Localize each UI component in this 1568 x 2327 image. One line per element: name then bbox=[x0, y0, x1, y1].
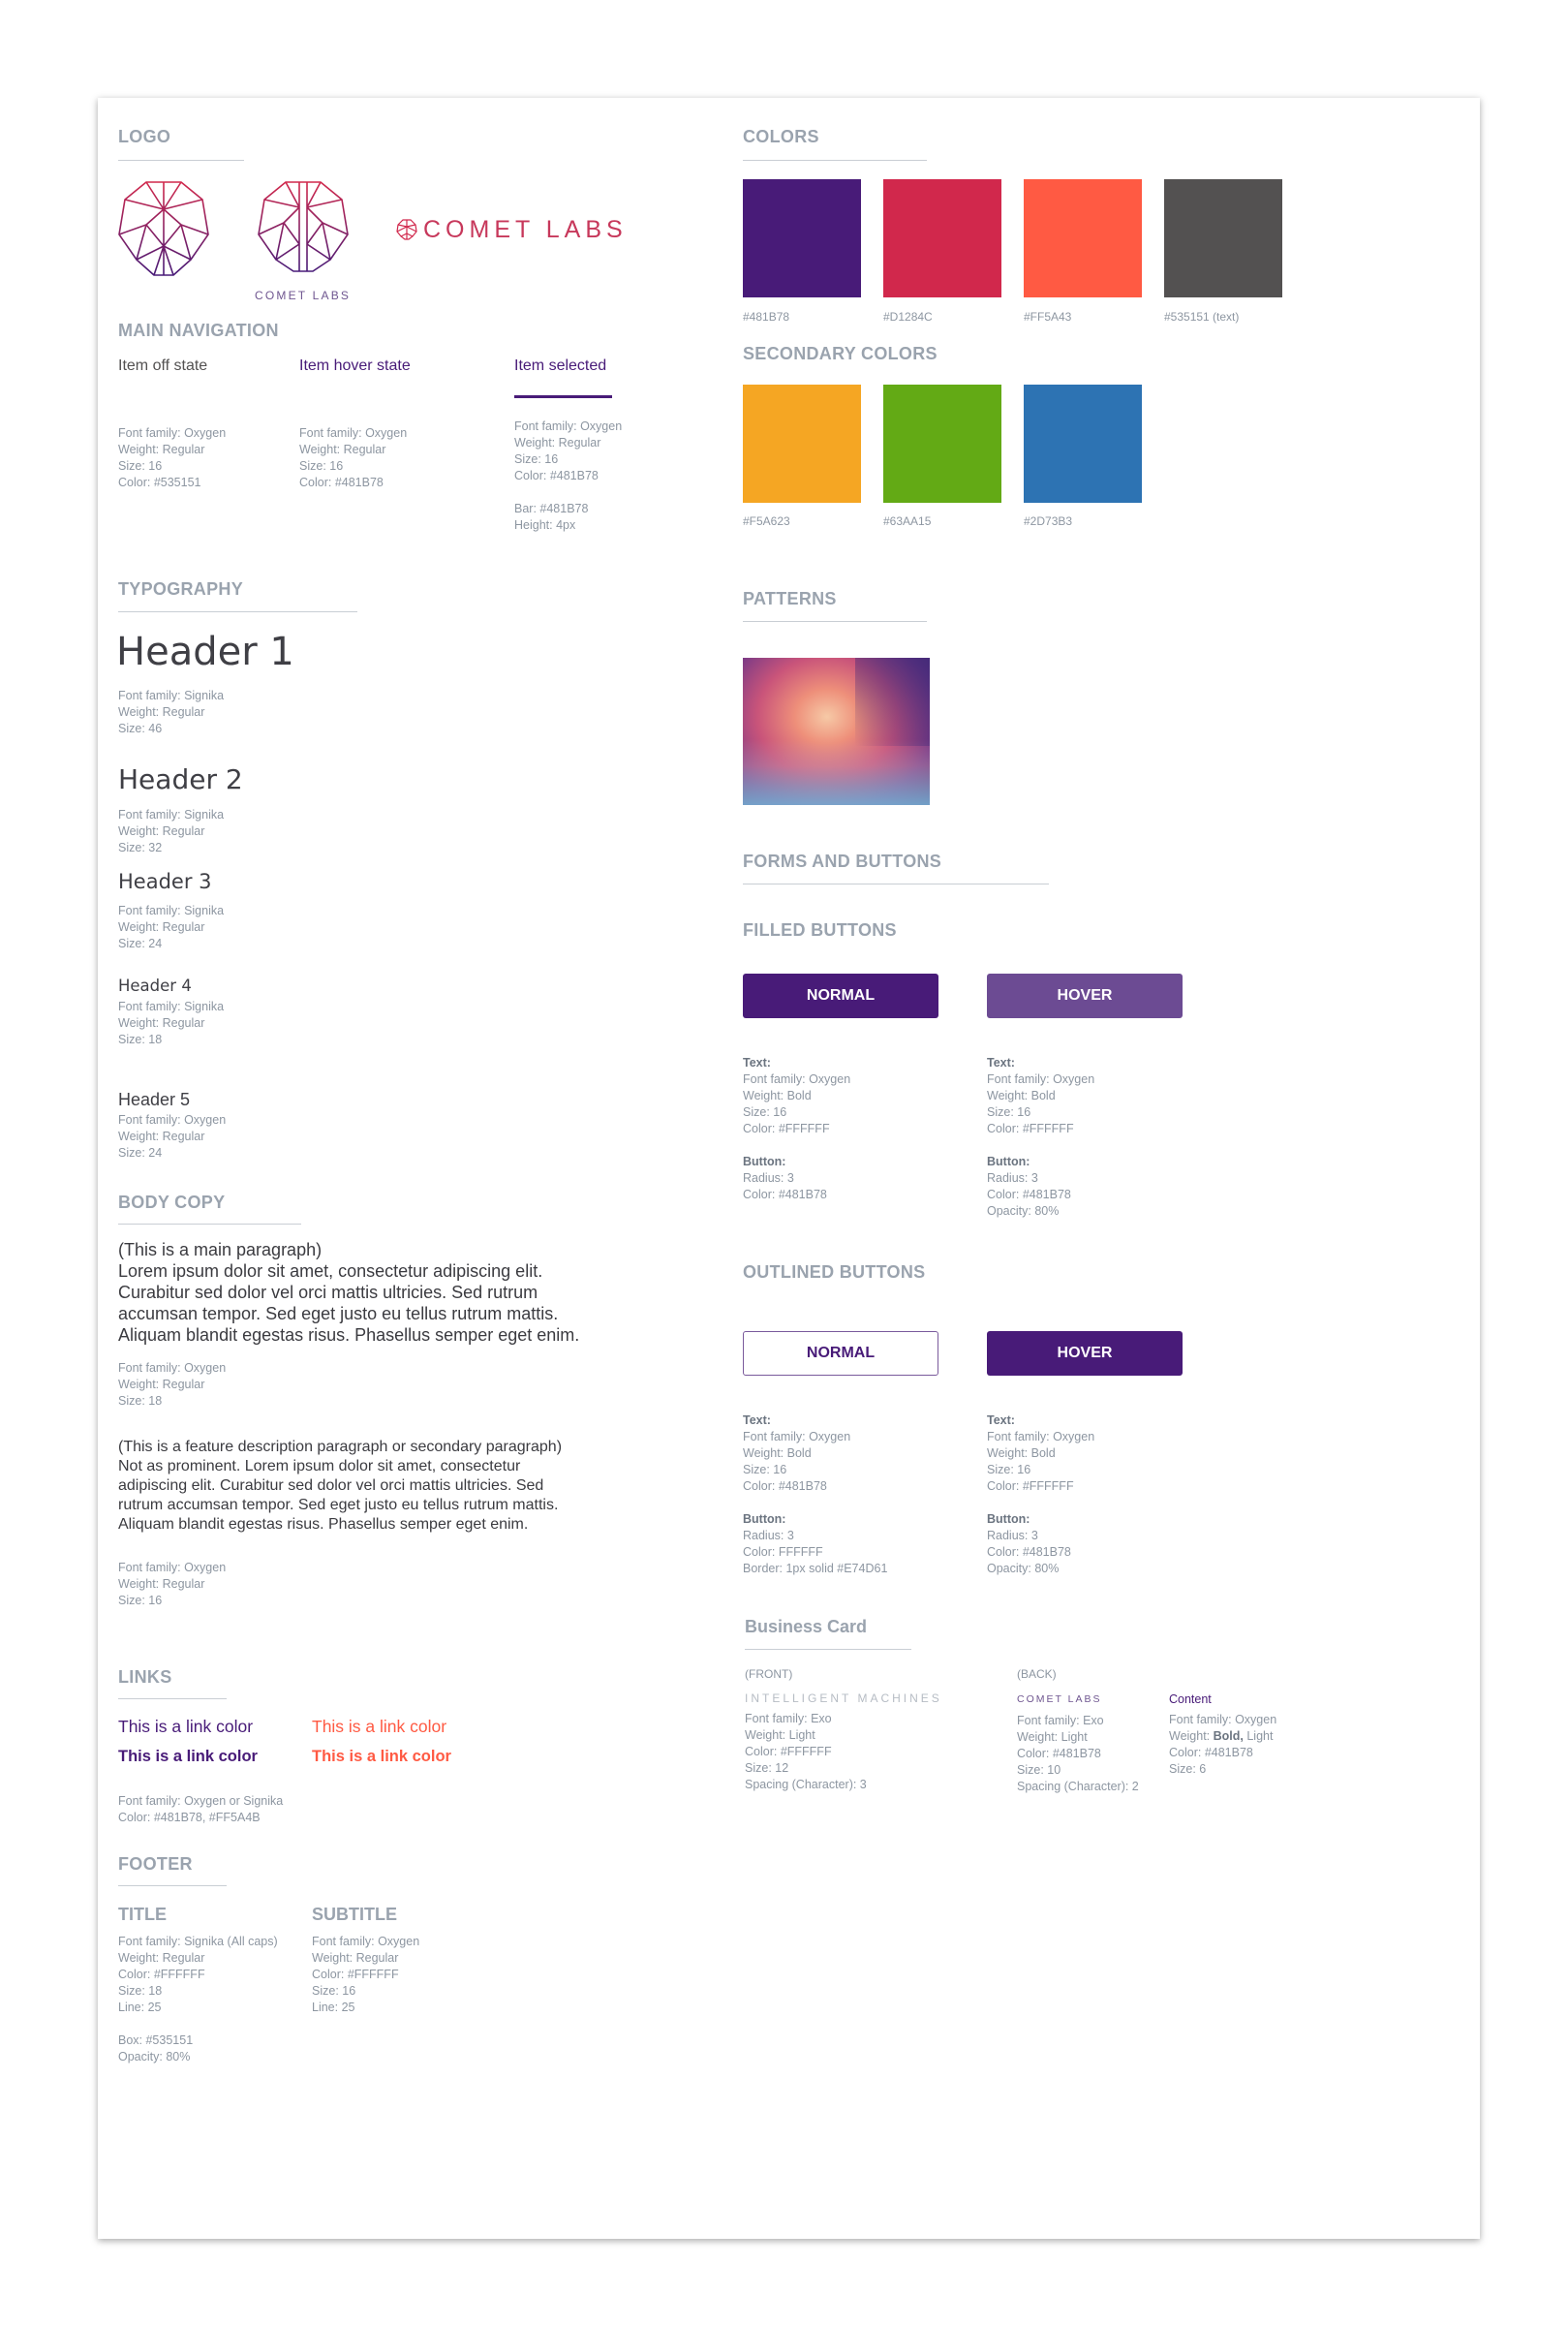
logo-heading: LOGO bbox=[118, 127, 171, 146]
header-3-spec: Font family: Signika Weight: Regular Size: 24 bbox=[118, 904, 225, 950]
swatch-label-green: #63AA15 bbox=[883, 514, 932, 528]
secondary-paragraph: (This is a feature description paragraph or secondary paragraph) Not as prominent. Lorem ipsum dolor sit amet, consectetur adipiscing elit. Curabitur sed dolor vel orci mattis ultricies. Sed rutrum accumsan tempor. Sed eget justo eu tellus rutrum mattis. Aliquam blandit egestas risus. Phasellus semper eget enim. bbox=[118, 1439, 563, 1533]
secondary-colors-heading: SECONDARY COLORS bbox=[743, 344, 938, 363]
links-heading: LINKS bbox=[118, 1667, 172, 1687]
outlined-hover-button-title: Button: bbox=[987, 1512, 1030, 1526]
pattern-corner-shade bbox=[855, 658, 930, 746]
typography-rule bbox=[118, 611, 357, 612]
forms-heading: FORMS AND BUTTONS bbox=[743, 852, 942, 871]
filled-normal-text-spec: Font family: Oxygen Weight: Bold Size: 16 Color: #FFFFFF bbox=[743, 1072, 851, 1135]
filled-hover-text-title: Text: bbox=[987, 1056, 1015, 1070]
outlined-hover-spec bbox=[987, 1412, 1094, 1577]
filled-normal-button-spec: Radius: 3 Color: #481B78 bbox=[743, 1171, 827, 1201]
header-2-sample: Header 2 bbox=[118, 763, 243, 795]
header-4-spec: Font family: Signika Weight: Regular Size: 18 bbox=[118, 1000, 225, 1046]
colors-rule bbox=[743, 160, 927, 161]
outlined-normal-text-title: Text: bbox=[743, 1413, 771, 1427]
footer-heading: FOOTER bbox=[118, 1854, 193, 1874]
header-3-sample: Header 3 bbox=[118, 870, 212, 893]
swatch-primary-purple bbox=[743, 179, 861, 297]
outlined-normal-button-title: Button: bbox=[743, 1512, 786, 1526]
filled-normal-button[interactable]: NORMAL bbox=[743, 974, 938, 1018]
business-card-heading: Business Card bbox=[745, 1617, 868, 1636]
content-spec-rest: Color: #481B78 Size: 6 bbox=[1169, 1746, 1253, 1776]
business-card-content-label: Content bbox=[1169, 1692, 1212, 1706]
secondary-paragraph-spec: Font family: Oxygen Weight: Regular Size: 16 bbox=[118, 1561, 227, 1607]
nav-item-hover[interactable]: Item hover state bbox=[299, 357, 411, 374]
content-spec-weight-prefix: Weight: bbox=[1169, 1729, 1214, 1743]
swatch-label-red: #D1284C bbox=[883, 310, 933, 324]
swatch-secondary-blue bbox=[1024, 385, 1142, 503]
swatch-secondary-green bbox=[883, 385, 1001, 503]
filled-hover-spec bbox=[987, 1055, 1094, 1220]
link-purple-bold[interactable]: This is a link color bbox=[118, 1748, 258, 1765]
content-spec-weight bbox=[1169, 1728, 1276, 1745]
outlined-hover-button[interactable]: HOVER bbox=[987, 1331, 1183, 1376]
footer-rule bbox=[118, 1885, 227, 1886]
header-4-sample: Header 4 bbox=[118, 977, 192, 995]
footer-title-spec: Font family: Signika (All caps) Weight: Regular Color: #FFFFFF Size: 18 Line: 25 Box: #535151 Opacity: 80% bbox=[118, 1935, 278, 2063]
swatch-label-blue: #2D73B3 bbox=[1024, 514, 1073, 528]
nav-item-hover-spec: Font family: Oxygen Weight: Regular Size: 16 Color: #481B78 bbox=[299, 426, 408, 489]
business-card-front-spec: Font family: Exo Weight: Light Color: #FFFFFF Size: 12 Spacing (Character): 3 bbox=[745, 1712, 867, 1791]
wordmark-brain-icon bbox=[395, 218, 418, 241]
swatch-primary-orange bbox=[1024, 179, 1142, 297]
swatch-label-yellow: #F5A623 bbox=[743, 514, 790, 528]
swatch-secondary-yellow bbox=[743, 385, 861, 503]
filled-hover-text-spec: Font family: Oxygen Weight: Bold Size: 16 Color: #FFFFFF bbox=[987, 1072, 1095, 1135]
main-paragraph: (This is a main paragraph) Lorem ipsum dolor sit amet, consectetur adipiscing elit. Curabitur sed dolor vel orci mattis ultricies. Sed rutrum accumsan tempor. Sed eget justo eu tellus rutrum mattis. Aliquam blandit egestas risus. Phasellus semper eget enim. bbox=[118, 1240, 580, 1345]
nav-selected-bar bbox=[514, 395, 612, 398]
style-guide-sheet bbox=[98, 98, 1480, 2239]
nav-item-off-spec: Font family: Oxygen Weight: Regular Size: 16 Color: #535151 bbox=[118, 426, 227, 489]
main-paragraph-spec: Font family: Oxygen Weight: Regular Size: 18 bbox=[118, 1361, 227, 1408]
outlined-hover-text-spec: Font family: Oxygen Weight: Bold Size: 16 Color: #FFFFFF bbox=[987, 1430, 1095, 1493]
filled-normal-text-title: Text: bbox=[743, 1056, 771, 1070]
typography-heading: TYPOGRAPHY bbox=[118, 579, 244, 599]
business-card-front-sample: INTELLIGENT MACHINES bbox=[745, 1691, 942, 1705]
patterns-heading: PATTERNS bbox=[743, 589, 837, 608]
links-spec: Font family: Oxygen or Signika Color: #481B78, #FF5A4B bbox=[118, 1794, 284, 1824]
logo-wordmark: COMET LABS bbox=[423, 216, 628, 243]
brain-logo-icon bbox=[117, 178, 210, 279]
header-1-spec: Font family: Signika Weight: Regular Size: 46 bbox=[118, 689, 225, 735]
swatch-label-gray: #535151 (text) bbox=[1164, 310, 1240, 324]
outlined-hover-button-spec: Radius: 3 Color: #481B78 Opacity: 80% bbox=[987, 1529, 1071, 1575]
filled-normal-spec bbox=[743, 1055, 850, 1203]
header-1-sample: Header 1 bbox=[116, 630, 294, 674]
swatch-label-purple: #481B78 bbox=[743, 310, 790, 324]
outlined-hover-text-title: Text: bbox=[987, 1413, 1015, 1427]
pattern-image bbox=[743, 658, 930, 805]
link-purple-regular[interactable]: This is a link color bbox=[118, 1717, 254, 1736]
business-card-back-sample: COMET LABS bbox=[1017, 1693, 1102, 1705]
content-spec-family: Font family: Oxygen bbox=[1169, 1713, 1277, 1726]
header-5-spec: Font family: Oxygen Weight: Regular Size: 24 bbox=[118, 1113, 227, 1160]
nav-item-off[interactable]: Item off state bbox=[118, 357, 208, 374]
link-orange-regular[interactable]: This is a link color bbox=[312, 1717, 447, 1736]
links-rule bbox=[118, 1698, 227, 1699]
outlined-buttons-heading: OUTLINED BUTTONS bbox=[743, 1262, 926, 1282]
filled-hover-button-title: Button: bbox=[987, 1155, 1030, 1168]
logo-rule bbox=[118, 160, 244, 161]
swatch-label-orange: #FF5A43 bbox=[1024, 310, 1072, 324]
business-card-rule bbox=[745, 1649, 911, 1650]
content-spec-weight-bold: Bold, bbox=[1213, 1729, 1244, 1743]
main-nav-heading: MAIN NAVIGATION bbox=[118, 321, 279, 340]
outlined-normal-button[interactable]: NORMAL bbox=[743, 1331, 938, 1376]
outlined-normal-text-spec: Font family: Oxygen Weight: Bold Size: 16 Color: #481B78 bbox=[743, 1430, 851, 1493]
colors-heading: COLORS bbox=[743, 127, 819, 146]
outlined-normal-button-spec: Radius: 3 Color: FFFFFF Border: 1px solid #E74D61 bbox=[743, 1529, 888, 1575]
footer-subtitle-label: SUBTITLE bbox=[312, 1905, 397, 1924]
outlined-normal-spec bbox=[743, 1412, 887, 1577]
brain-logo-stacked-icon bbox=[257, 178, 350, 279]
business-card-content-spec bbox=[1169, 1712, 1276, 1778]
nav-item-selected[interactable]: Item selected bbox=[514, 357, 607, 374]
link-orange-bold[interactable]: This is a link color bbox=[312, 1748, 451, 1765]
swatch-primary-gray bbox=[1164, 179, 1282, 297]
swatch-primary-red bbox=[883, 179, 1001, 297]
nav-item-selected-spec: Font family: Oxygen Weight: Regular Size: 16 Color: #481B78 Bar: #481B78 Height: 4px bbox=[514, 419, 623, 532]
filled-hover-button-spec: Radius: 3 Color: #481B78 Opacity: 80% bbox=[987, 1171, 1071, 1218]
filled-hover-button[interactable]: HOVER bbox=[987, 974, 1183, 1018]
business-card-front-label: (FRONT) bbox=[745, 1667, 793, 1681]
body-copy-rule bbox=[118, 1224, 301, 1225]
logo-mark-caption: COMET LABS bbox=[255, 289, 352, 302]
business-card-back-spec: Font family: Exo Weight: Light Color: #481B78 Size: 10 Spacing (Character): 2 bbox=[1017, 1714, 1139, 1793]
footer-title-label: TITLE bbox=[118, 1905, 167, 1924]
header-2-spec: Font family: Signika Weight: Regular Size: 32 bbox=[118, 808, 225, 854]
business-card-back-label: (BACK) bbox=[1017, 1667, 1057, 1681]
patterns-rule bbox=[743, 621, 927, 622]
pattern-gradient-overlay bbox=[743, 739, 930, 805]
header-5-sample: Header 5 bbox=[118, 1090, 191, 1109]
footer-subtitle-spec: Font family: Oxygen Weight: Regular Color: #FFFFFF Size: 16 Line: 25 bbox=[312, 1935, 420, 2014]
body-copy-heading: BODY COPY bbox=[118, 1193, 226, 1212]
filled-buttons-heading: FILLED BUTTONS bbox=[743, 920, 897, 940]
content-spec-weight-suffix: Light bbox=[1243, 1729, 1274, 1743]
filled-normal-button-title: Button: bbox=[743, 1155, 786, 1168]
